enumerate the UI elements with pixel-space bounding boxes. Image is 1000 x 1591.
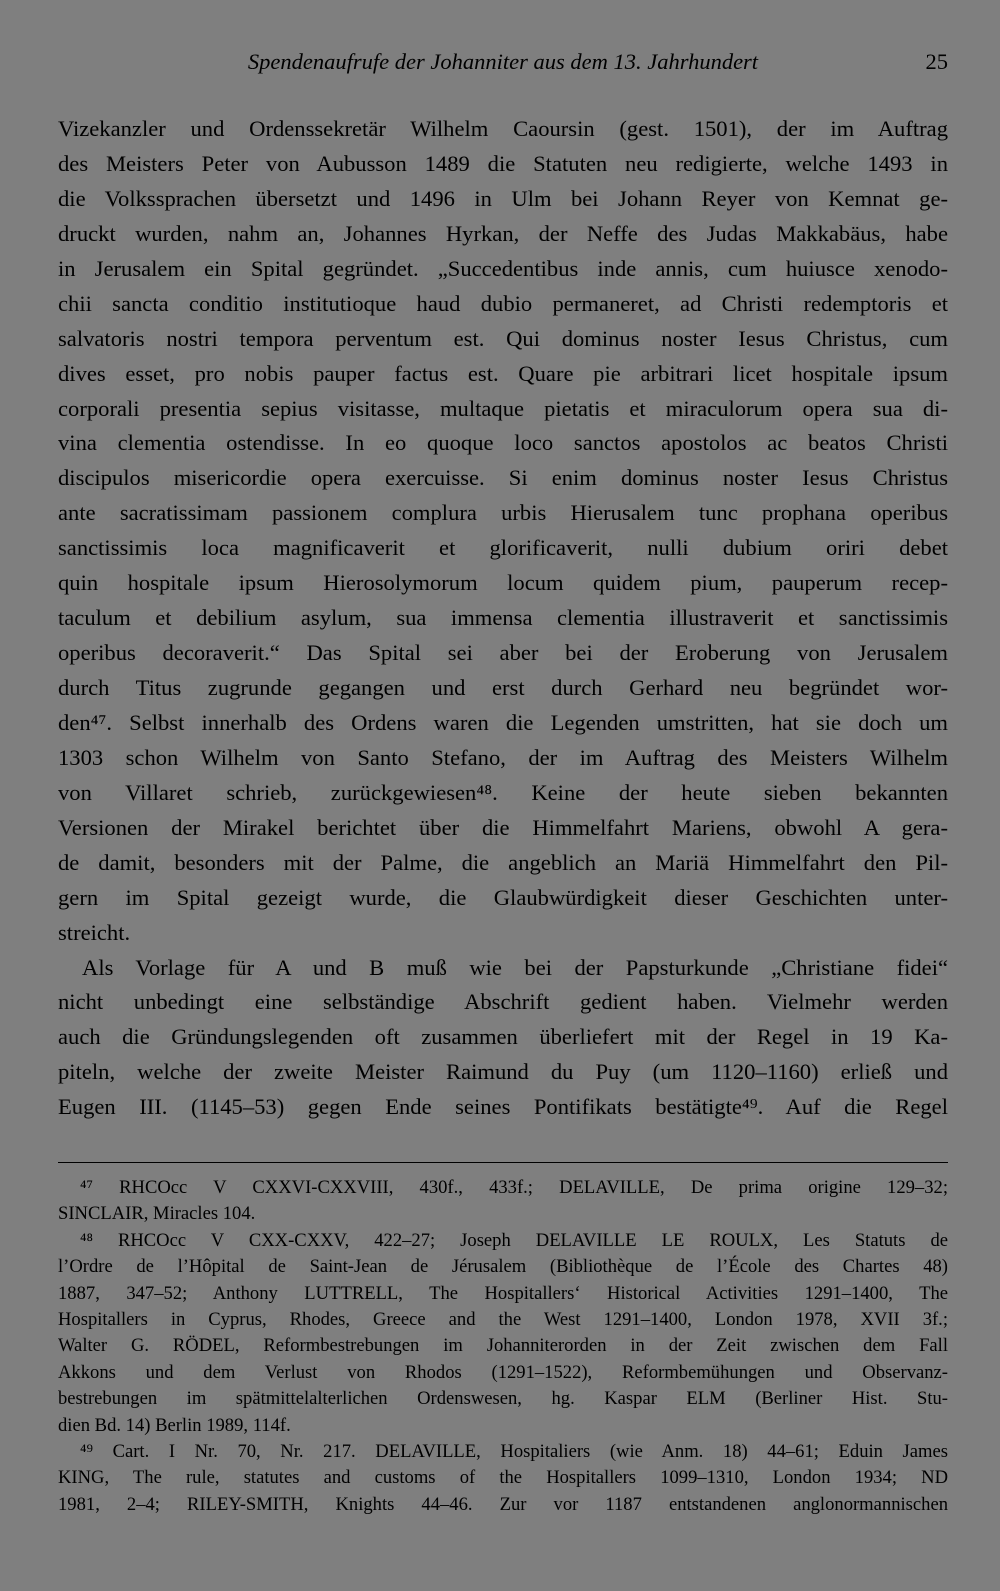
text-line: quin hospitale ipsum Hierosolymorum locum quidem pium, pauperum recep- xyxy=(58,570,948,596)
text-line: Als Vorlage für A und B muß wie bei der Papsturkunde „Christiane fidei“ xyxy=(82,954,948,980)
running-head xyxy=(58,44,948,80)
text-line: de damit, besonders mit der Palme, die angeblich an Mariä Himmelfahrt den Pil- xyxy=(58,849,948,875)
running-title: Spendenaufrufe der Johanniter aus dem 13. Jahrhundert xyxy=(247,49,759,74)
footnote-line: ⁴⁷ RHCOcc V CXXVI-CXXVIII, 430f., 433f.; DELAVILLE, De prima origine 129–32; xyxy=(80,1177,948,1198)
text-line: chii sancta conditio institutioque haud dubio permaneret, ad Christi redemptoris et xyxy=(58,290,948,316)
footnote-line: SINCLAIR, Miracles 104. xyxy=(58,1203,256,1225)
text-line: ante sacratissimam passionem complura urbis Hierusalem tunc prophana operibus xyxy=(58,500,948,526)
text-line: gern im Spital gezeigt wurde, die Glaubwürdigkeit dieser Geschichten unter- xyxy=(58,884,948,910)
text-line: Eugen III. (1145–53) gegen Ende seines Pontifikats bestätigte⁴⁹. Auf die Regel xyxy=(58,1094,948,1120)
text-line: operibus decoraverit.“ Das Spital sei aber bei der Eroberung von Jerusalem xyxy=(58,640,948,666)
page-number: 25 xyxy=(925,49,948,74)
text-line: druckt wurden, nahm an, Johannes Hyrkan, der Neffe des Judas Makkabäus, habe xyxy=(58,220,948,246)
footnote-line: bestrebungen im spätmittelalterlichen Ordenswesen, hg. Kaspar ELM (Berliner Hist. Stu- xyxy=(58,1388,948,1410)
text-line: dives esset, pro nobis pauper factus est. Quare pie arbitrari licet hospitale ipsum xyxy=(58,360,948,386)
text-line: von Villaret schrieb, zurückgewiesen⁴⁸. Keine der heute sieben bekannten xyxy=(58,779,948,805)
text-line: durch Titus zugrunde gegangen und erst durch Gerhard neu begründet wor- xyxy=(58,675,948,700)
footnote-line: Hospitallers in Cyprus, Rhodes, Greece and the West 1291–1400, London 1978, XVII 3f.; xyxy=(58,1308,948,1330)
text-line: streicht. xyxy=(58,919,131,945)
footnote-line: 1981, 2–4; RILEY-SMITH, Knights 44–46. Zur vor 1187 entstandenen anglonormannischen xyxy=(58,1493,948,1515)
text-line: 1303 schon Wilhelm von Santo Stefano, der im Auftrag des Meisters Wilhelm xyxy=(58,744,948,770)
main-text xyxy=(58,112,948,1125)
footnote-line: Walter G. RÖDEL, Reformbestrebungen im Johanniterorden in der Zeit zwischen dem Fall xyxy=(58,1335,948,1357)
text-line: sanctissimis loca magnificaverit et glorificaverit, nulli dubium oriri debet xyxy=(58,535,948,561)
footnote-divider xyxy=(58,1162,948,1163)
footnote-line: l’Ordre de l’Hôpital de Saint-Jean de Jérusalem (Bibliothèque de l’École des Chartes 48) xyxy=(58,1256,948,1278)
text-line: corporali presentia sepius visitasse, multaque pietatis et miraculorum opera sua di- xyxy=(58,395,948,421)
footnote-line: ⁴⁹ Cart. I Nr. 70, Nr. 217. DELAVILLE, Hospitaliers (wie Anm. 18) 44–61; Eduin James xyxy=(80,1440,948,1462)
footnote-line: KING, The rule, statutes and customs of the Hospitallers 1099–1310, London 1934; ND xyxy=(58,1467,948,1489)
text-line: piteln, welche der zweite Meister Raimund du Puy (um 1120–1160) erließ und xyxy=(58,1059,948,1085)
text-line: des Meisters Peter von Aubusson 1489 die Statuten neu redigierte, welche 1493 in xyxy=(58,150,948,176)
text-line: discipulos misericordie opera exercuisse. Si enim dominus noster Iesus Christus xyxy=(58,465,948,491)
text-line: taculum et debilium asylum, sua immensa clementia illustraverit et sanctissimis xyxy=(58,605,948,631)
text-line: den⁴⁷. Selbst innerhalb des Ordens waren die Legenden umstritten, hat sie doch um xyxy=(58,709,948,735)
text-line: salvatoris nostri tempora perventum est. Qui dominus noster Iesus Christus, cum xyxy=(58,325,948,351)
text-line: nicht unbedingt eine selbständige Abschrift gedient haben. Vielmehr werden xyxy=(58,989,948,1015)
text-line: Versionen der Mirakel berichtet über die Himmelfahrt Mariens, obwohl A gera- xyxy=(58,814,948,840)
text-line: Vizekanzler und Ordenssekretär Wilhelm Caoursin (gest. 1501), der im Auftrag xyxy=(58,116,948,141)
footnote-line: dien Bd. 14) Berlin 1989, 114f. xyxy=(58,1414,291,1436)
text-line: in Jerusalem ein Spital gegründet. „Succedentibus inde annis, cum huiusce xenodo- xyxy=(58,255,948,281)
footnote-line: 1887, 347–52; Anthony LUTTRELL, The Hospitallers‘ Historical Activities 1291–1400, The xyxy=(58,1282,948,1304)
footnote-line: Akkons und dem Verlust von Rhodos (1291–1522), Reformbemühungen und Observanz- xyxy=(58,1361,948,1383)
text-line: vina clementia ostendisse. In eo quoque loco sanctos apostolos ac beatos Christi xyxy=(58,430,948,456)
footnote-line: ⁴⁸ RHCOcc V CXX-CXXV, 422–27; Joseph DELAVILLE LE ROULX, Les Statuts de xyxy=(80,1229,948,1251)
footnotes xyxy=(58,1175,948,1518)
text-line: auch die Gründungslegenden oft zusammen überliefert mit der Regel in 19 Ka- xyxy=(58,1024,948,1050)
text-line: die Volkssprachen übersetzt und 1496 in Ulm bei Johann Reyer von Kemnat ge- xyxy=(58,185,948,211)
